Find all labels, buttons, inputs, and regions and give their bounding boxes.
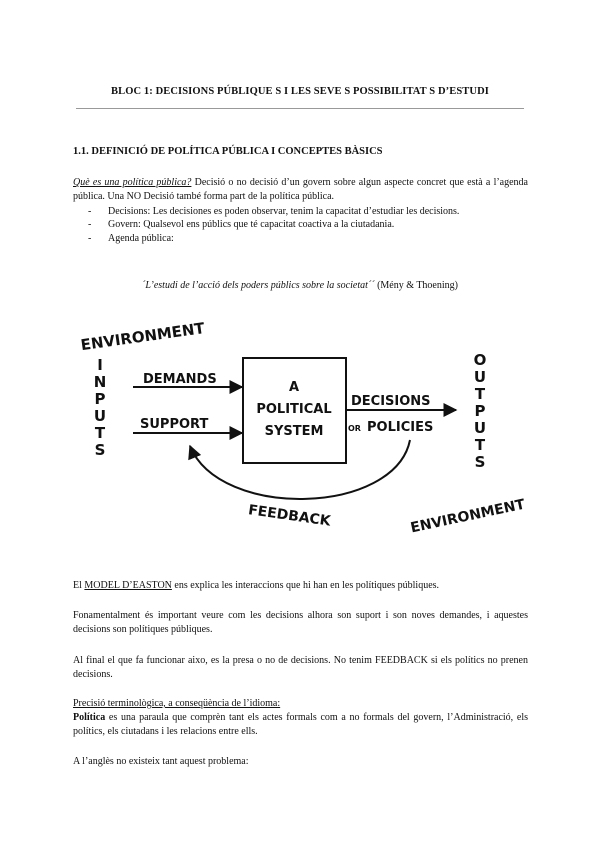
page-title: BLOC 1: DECISIONS PÚBLIQUE S I LES SEVE S POSSIBILITAT S D’ESTUDI [111,86,489,97]
svg-text:O: O [473,351,487,369]
demands-label: DEMANDS [143,372,217,387]
svg-text:U: U [473,419,487,437]
inputs-label [94,356,107,459]
svg-text:I: I [97,356,103,374]
svg-text:U: U [93,407,107,425]
environment-top-label: ENVIRONMENT [79,319,206,355]
outputs-label [474,351,487,471]
paragraph-english: A l’anglès no existeix tant aquest problema: [73,756,249,767]
title-divider [76,108,524,109]
feedback-label: FEEDBACK [247,502,332,530]
paragraph-politica: Política es una paraula que comprèn tant els actes formals com a no formals del govern, l’Administració, els polítics, els ciutadans i les relacions entre ells. [73,712,528,737]
intro-question: Què es una política pública? [73,177,192,188]
definitions-list [88,205,528,245]
intro-paragraph [73,176,528,204]
list-item: - Agenda pública: [88,232,174,244]
list-item: - Decisions: Les decisiones es poden observar, tenim la capacitat d’estudiar les decisions. [88,206,460,217]
precision-heading: Precisió terminològica, a conseqüència de l’idioma: [73,698,281,709]
quote [0,280,600,291]
paragraph-decisions-support: Fonamentalment és important veure com les decisions alhora son suport i son noves demandes, i aquestes decisions son polítiques públiques. [73,610,528,635]
quote-author: (Mény & Thoening) [374,280,458,291]
system-line-1: A [288,380,300,395]
svg-text:T: T [474,385,486,403]
policies-label: POLICIES [367,420,434,435]
environment-bottom-label: ENVIRONMENT [409,496,527,537]
feedback-arrow [190,440,410,499]
easton-paragraph: El MODEL D’EASTON ens explica les interaccions que hi han en les polítiques públiques. [73,580,440,591]
svg-text:N: N [93,373,107,391]
svg-text:S: S [94,441,106,459]
decisions-label: DECISIONS [351,394,431,409]
politica-term: Política [73,712,106,723]
paragraph-feedback: Al final el que fa funcionar aixo, es la presa o no de decisions. No tenim FEEDBACK si els polítics no prenen decisions. [73,655,528,680]
easton-model-link: MODEL D’EASTON [84,580,172,591]
svg-text:T: T [474,436,486,454]
easton-model-diagram [70,300,540,540]
support-label: SUPPORT [140,417,209,432]
list-item: - Govern: Qualsevol ens públics que té capacitat coactiva a la ciutadania. [88,219,395,231]
svg-text:P: P [474,402,486,420]
svg-text:T: T [94,424,106,442]
quote-text: ´L’estudi de l’acció dels poders públics sobre la societat´´ [142,280,375,291]
or-label: OR [348,424,361,433]
system-line-3: SYSTEM [264,424,324,439]
system-line-2: POLITICAL [256,402,332,417]
svg-text:P: P [94,390,106,408]
section-heading: 1.1. DEFINICIÓ DE POLÍTICA PÚBLICA I CONCEPTES BÀSICS [73,146,383,157]
intro-text: Decisió o no decisió d’un govern sobre algun aspecte concret que està a l’agenda pública. Una NO Decisió també forma part de la política pública. [73,177,528,202]
svg-text:S: S [474,453,486,471]
svg-text:U: U [473,368,487,386]
